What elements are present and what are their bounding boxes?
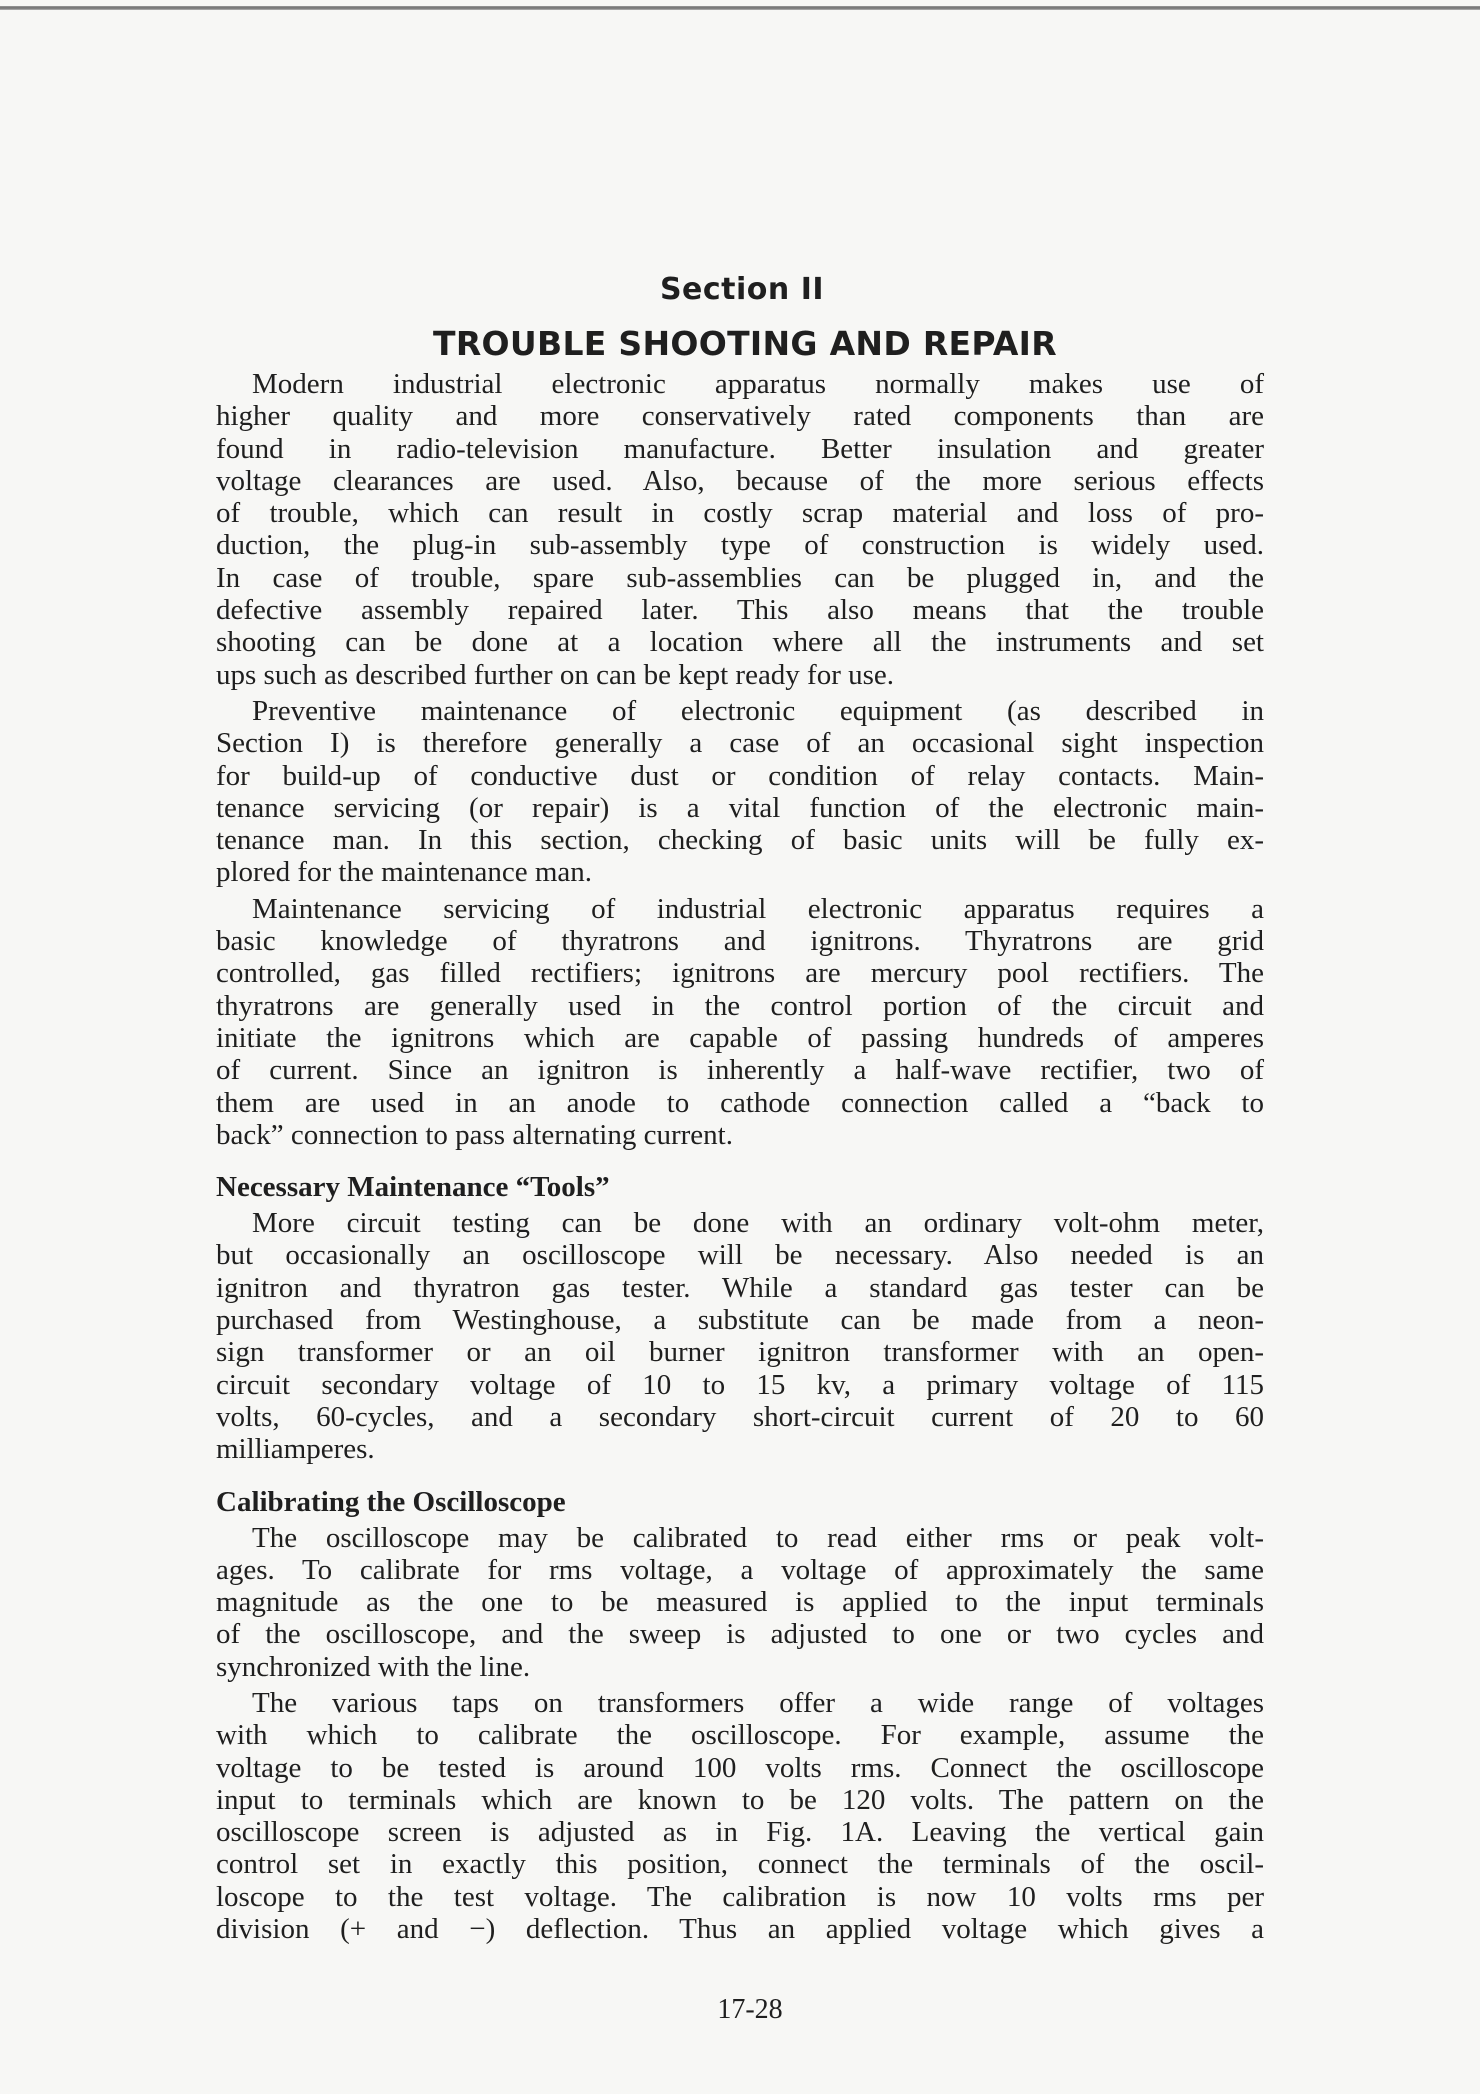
document-page <box>216 268 1264 1945</box>
text-line: higher quality and more conservatively rated components than are <box>216 400 1264 433</box>
section-label: Section II <box>659 272 825 307</box>
text-line: but occasionally an oscilloscope will be necessary. Also needed is an <box>216 1239 1264 1272</box>
paragraph-intro-1 <box>216 368 1264 691</box>
scan-top-edge-rule <box>0 6 1480 10</box>
text-line: found in radio-television manufacture. Better insulation and greater <box>216 432 1264 465</box>
text-line: control set in exactly this position, connect the terminals of the oscil- <box>216 1848 1264 1881</box>
text-line: volts, 60-cycles, and a secondary short-circuit current of 20 to 60 <box>216 1400 1264 1433</box>
text-line: circuit secondary voltage of 10 to 15 kv, a primary voltage of 115 <box>216 1368 1264 1401</box>
text-line: them are used in an anode to cathode connection called a “back to <box>216 1086 1264 1119</box>
paragraph-calibration-1 <box>216 1522 1264 1683</box>
text-line: Preventive maintenance of electronic equipment (as described in <box>252 694 1264 727</box>
text-line: with which to calibrate the oscilloscope. For example, assume the <box>216 1719 1264 1752</box>
paragraph-tools-1 <box>216 1207 1264 1465</box>
text-line: tenance servicing (or repair) is a vital function of the electronic main- <box>216 791 1264 824</box>
text-line: division (+ and −) deflection. Thus an applied voltage which gives a <box>216 1913 1264 1946</box>
text-line: duction, the plug-in sub-assembly type of construction is widely used. <box>216 529 1264 562</box>
text-line: sign transformer or an oil burner ignitron transformer with an open- <box>216 1336 1264 1369</box>
text-line: of trouble, which can result in costly scrap material and loss of pro- <box>216 497 1264 530</box>
text-line: tenance man. In this section, checking of basic units will be fully ex- <box>216 824 1264 857</box>
text-line: ups such as described further on can be kept ready for use. <box>216 658 895 691</box>
text-line: of the oscilloscope, and the sweep is adjusted to one or two cycles and <box>216 1618 1264 1651</box>
text-line: ignitron and thyratron gas tester. While a standard gas tester can be <box>216 1271 1264 1304</box>
paragraph-intro-3 <box>216 893 1264 1151</box>
text-line: basic knowledge of thyratrons and ignitrons. Thyratrons are grid <box>216 925 1264 958</box>
text-line: Modern industrial electronic apparatus normally makes use of <box>252 368 1264 400</box>
subheading-calibrating-oscilloscope: Calibrating the Oscilloscope <box>216 1485 566 1518</box>
text-line: defective assembly repaired later. This also means that the trouble <box>216 594 1264 627</box>
page-title: TROUBLE SHOOTING AND REPAIR <box>433 324 1057 363</box>
text-line: Maintenance servicing of industrial electronic apparatus requires a <box>252 892 1264 925</box>
section-gap <box>216 1466 1264 1482</box>
text-line: Section I) is therefore generally a case of an occasional sight inspection <box>216 727 1264 760</box>
text-line: shooting can be done at a location where all the instruments and set <box>216 626 1264 659</box>
text-line: plored for the maintenance man. <box>216 856 593 889</box>
text-line: synchronized with the line. <box>216 1650 531 1683</box>
text-line: milliamperes. <box>216 1433 375 1466</box>
text-line: voltage to be tested is around 100 volts rms. Connect the oscilloscope <box>216 1751 1264 1784</box>
text-line: controlled, gas filled rectifiers; ignitrons are mercury pool rectifiers. The <box>216 957 1264 990</box>
text-line: In case of trouble, spare sub-assemblies can be plugged in, and the <box>216 561 1264 594</box>
paragraph-calibration-2 <box>216 1687 1264 1945</box>
text-line: back” connection to pass alternating current. <box>216 1118 733 1151</box>
text-line: oscilloscope screen is adjusted as in Fig. 1A. Leaving the vertical gain <box>216 1816 1264 1849</box>
section-gap <box>216 1151 1264 1167</box>
text-line: of current. Since an ignitron is inherently a half-wave rectifier, two of <box>216 1054 1264 1087</box>
text-line: initiate the ignitrons which are capable of passing hundreds of amperes <box>216 1021 1264 1054</box>
text-line: input to terminals which are known to be 120 volts. The pattern on the <box>216 1783 1264 1816</box>
text-line: purchased from Westinghouse, a substitute can be made from a neon- <box>216 1304 1264 1337</box>
text-line: magnitude as the one to be measured is applied to the input terminals <box>216 1586 1264 1619</box>
text-line: voltage clearances are used. Also, because of the more serious effects <box>216 464 1264 497</box>
paragraph-intro-2 <box>216 695 1264 889</box>
text-line: The oscilloscope may be calibrated to read either rms or peak volt- <box>252 1521 1264 1554</box>
text-line: The various taps on transformers offer a wide range of voltages <box>252 1686 1264 1719</box>
text-line: More circuit testing can be done with an ordinary volt-ohm meter, <box>252 1207 1264 1240</box>
page-number: 17-28 <box>717 1994 783 2025</box>
text-line: ages. To calibrate for rms voltage, a voltage of approximately the same <box>216 1553 1264 1586</box>
text-line: loscope to the test voltage. The calibration is now 10 volts rms per <box>216 1880 1264 1913</box>
text-line: for build-up of conductive dust or condition of relay contacts. Main- <box>216 759 1264 792</box>
text-line: thyratrons are generally used in the control portion of the circuit and <box>216 989 1264 1022</box>
subheading-maintenance-tools: Necessary Maintenance “Tools” <box>216 1171 610 1204</box>
